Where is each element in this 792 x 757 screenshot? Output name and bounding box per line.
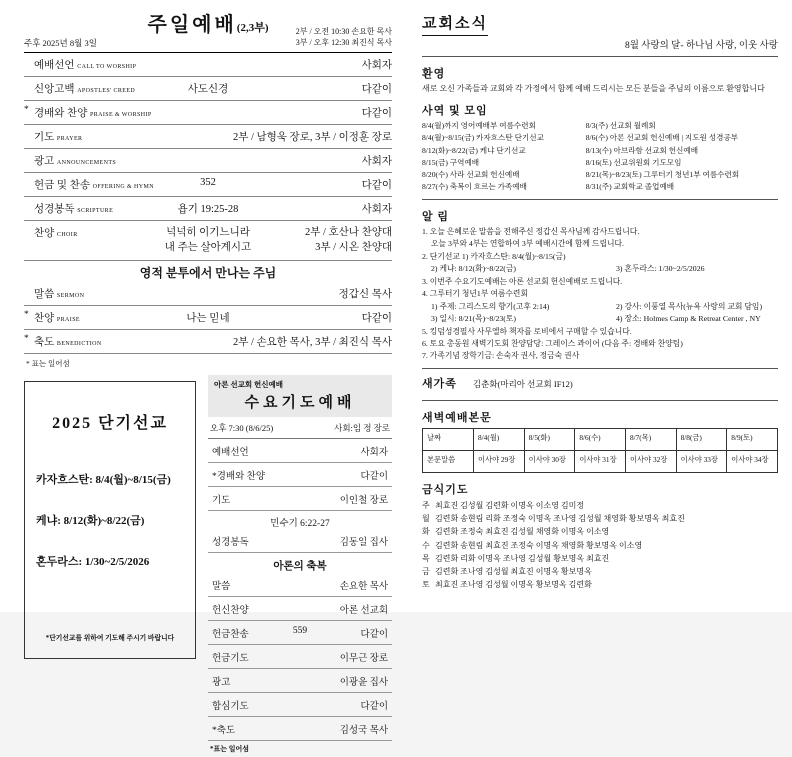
worship-order-table	[24, 52, 392, 355]
row-label: 광고 ANNOUNCEMENTS	[34, 155, 117, 167]
dawn-date: 8/9(토)	[727, 428, 778, 450]
ministry-item: 8/27(수) 축복이 흐르는 가족예배	[422, 182, 527, 192]
worship-row-announcements	[24, 149, 392, 173]
dawn-date: 8/4(월)	[474, 428, 525, 450]
fasting-line: 월 김련화 송현림 리화 조정숙 이명옥 조나영 김성월 채영화 황보명옥 최효진	[422, 514, 685, 524]
fasting-line: 목 김련화 리화 이명옥 조나영 김성월 황보명옥 최효진	[422, 553, 610, 563]
mission-prayer-note: *단기선교를 위하여 기도해 주시기 바랍니다	[45, 635, 175, 643]
row-label: 경배와 찬양 PRAISE & WORSHIP	[34, 107, 152, 119]
left-bottom-boxes	[24, 381, 392, 757]
ministry-item: 8/31(주) 교회학교 졸업예배	[585, 182, 675, 192]
notice-line: 오늘 3부와 4부는 연합하여 3부 예배시간에 함께 드립니다.	[431, 239, 624, 249]
ministry-list-right	[586, 120, 778, 194]
row-label: 기도 PRAYER	[34, 131, 83, 143]
notice-line: 6. 토요 총동원 새벽기도회 찬양담당: 그레이스 콰이어 (다음 주: 경배와 찬양팀)	[422, 339, 683, 348]
dawn-passage: 이사야 32장	[625, 450, 676, 472]
ministry-item: 8/4(월)까지 영어예배부 여름수련회	[422, 121, 536, 130]
worship-row-choir	[24, 221, 392, 262]
row-leader: 사회자	[361, 155, 392, 167]
row-label: 신앙고백 APOSTLES' CREED	[34, 83, 136, 95]
row-leader: 사회자	[361, 59, 392, 71]
wed-row-scripture: 성경봉독 김동일 집사	[208, 529, 392, 553]
notice-line: 4. 그루터기 청년1부 여름수련회	[422, 289, 528, 299]
choir-songs: 넉넉히 이기느니라 내 주는 살아계시고	[164, 226, 252, 254]
ministry-item: 8/20(수) 사라 선교회 헌신예배	[422, 170, 520, 180]
notice-line: 2) 케냐: 8/12(화)~8/22(금) 3) 혼두라스: 1/30~2/5/2026	[431, 264, 705, 274]
notice-line: 1) 주제: 그리스도의 향기(고후 2:14) 2) 강사: 이풍열 목사(뉴욕 사랑의 교회 담임)	[431, 301, 763, 311]
notice-line: 3. 이번주 수요기도예배는 아론 선교회 헌신예배로 드립니다.	[422, 276, 623, 286]
fasting-line: 금 김련화 조나영 김성월 최효진 이명옥 황보명옥	[422, 566, 592, 576]
fasting-line: 화 김련화 조정숙 최효진 김성월 채영화 이명옥 이소영	[422, 527, 610, 537]
mission-box-title: 2025 단기선교	[52, 415, 168, 433]
row-label: 축도 BENEDICTION	[34, 337, 102, 349]
mission-item-kenya: 케냐: 8/12(화)~8/22(금)	[36, 515, 145, 528]
ministry-item: 8/21(목)~8/23(토) 그루터기 청년1부 여름수련회	[585, 170, 740, 180]
wed-row-offering-hymn: 헌금찬송 559 다같이	[208, 621, 392, 645]
divider	[422, 56, 778, 57]
wednesday-header	[208, 375, 392, 417]
row-content: 사도신경	[187, 83, 229, 95]
wed-scripture-reference: 민수기 6:22-27	[270, 519, 330, 530]
row-leader: 다같이	[361, 107, 392, 119]
worship-row-praise-worship	[24, 101, 392, 125]
dawn-passage: 이사야 30장	[524, 450, 575, 472]
notice-line: 2. 단기선교 1) 카자흐스탄: 8/4(월)~8/15(금)	[422, 251, 566, 261]
fasting-prayer-heading: 금식기도	[422, 483, 469, 496]
worship-row-praise	[24, 306, 392, 330]
wed-row-call: 예배선언 사회자	[208, 439, 392, 463]
row-label: 찬양 CHOIR	[34, 227, 78, 239]
wednesday-mc: 사회:임 정 장로	[334, 423, 390, 434]
notice-line: 5. 킹덤성경필사 사무엘하 책자를 로비에서 구매할 수 있습니다.	[422, 326, 632, 336]
worship-row-sermon	[24, 282, 392, 306]
monthly-theme: 8월 사랑의 달- 하나님 사랑, 이웃 사랑	[624, 41, 778, 51]
sunday-worship-title-text: 주일예배	[147, 14, 237, 36]
wednesday-title: 수요기도예배	[244, 395, 356, 412]
mission-item-kazakhstan: 카자흐스탄: 8/4(월)~8/15(금)	[36, 474, 171, 487]
notice-list	[422, 226, 778, 363]
wed-row-united-prayer: 합심기도 다같이	[208, 693, 392, 717]
mission-item-honduras: 혼두라스: 1/30~2/5/2026	[36, 556, 150, 569]
wed-row-praise: *경배와 찬양 다같이	[208, 463, 392, 487]
welcome-body: 새로 오신 가족들과 교회와 각 가정에서 함께 예배 드리시는 모든 분들을 주님의 이름으로 환영합니다	[422, 84, 765, 93]
service-times	[296, 27, 392, 49]
dawn-service-heading: 새벽예배본문	[422, 411, 492, 424]
worship-row-prayer	[24, 125, 392, 149]
fasting-line: 주 최효진 김성월 김련화 이명옥 이소영 김미정	[422, 500, 585, 510]
ministry-list-left	[422, 120, 586, 194]
ministry-item: 8/6(수) 아론 선교회 헌신예배 | 지도원 성경공부	[585, 133, 739, 143]
dawn-passage: 이사야 29장	[474, 450, 525, 472]
row-leader: 다같이	[361, 83, 392, 95]
new-family-row	[422, 369, 778, 395]
welcome-heading: 환영	[422, 68, 446, 80]
fasting-prayer-list	[422, 499, 778, 591]
new-family-heading: 새가족	[422, 377, 457, 390]
standing-footnote: * 표는 일어섬	[26, 359, 70, 369]
worship-row-creed	[24, 77, 392, 101]
row-content: 욥기 19:25-28	[177, 203, 239, 215]
row-leader: 정갑신 목사	[338, 289, 392, 301]
ministry-item: 8/12(화)~8/22(금) 케냐 단기선교	[422, 145, 526, 155]
short-term-mission-box	[24, 381, 196, 659]
row-label: 말씀 SERMON	[34, 289, 85, 301]
worship-row-benediction	[24, 330, 392, 354]
row-leader: 사회자	[361, 203, 392, 215]
ministry-item: 8/3(주) 선교회 월례회	[585, 121, 656, 130]
wed-row-sermon: 말씀 손요한 목사	[208, 573, 392, 597]
wednesday-eyebrow: 아론 선교회 헌신예배	[214, 380, 283, 390]
notice-line: 7. 가족기념 장학기금: 손숙자 권사, 정금숙 권사	[422, 351, 580, 361]
row-label: 성경봉독 SCRIPTURE	[34, 203, 114, 215]
divider	[422, 199, 778, 200]
church-news-title: 교회소식	[422, 12, 488, 36]
wed-blessing-title: 아론의 축복	[273, 561, 327, 573]
wednesday-time-row	[208, 417, 392, 439]
wed-standing-footnote: *표는 일어섬	[210, 745, 250, 754]
wed-row-prayer: 기도 이인철 장로	[208, 487, 392, 511]
wed-row-offering-prayer: 헌금기도 이무근 장로	[208, 645, 392, 669]
notice-heading: 알 림	[422, 210, 450, 223]
standing-asterisk: *	[24, 104, 29, 115]
row-leader: 2부 / 남형욱 장로, 3부 / 이정훈 장로	[232, 131, 392, 143]
dawn-date: 8/5(화)	[524, 428, 575, 450]
ministry-heading: 사역 및 모임	[422, 105, 488, 117]
ministry-item: 8/15(금) 구역예배	[422, 157, 480, 167]
choir-names: 2부 / 호산나 찬양대 3부 / 시온 찬양대	[304, 226, 392, 254]
fasting-line: 토 최효진 조나영 김성월 이명옥 황보명옥 김련화	[422, 580, 592, 590]
wednesday-prayer-box	[208, 375, 392, 757]
dawn-table-header-row	[423, 428, 778, 450]
dawn-passage-label: 본문말씀	[423, 450, 474, 472]
new-family-name: 김춘화(마리아 선교회 IF12)	[472, 378, 573, 389]
row-content: 352	[200, 176, 216, 188]
wed-row-dedication-praise: 헌신찬양 아론 선교회	[208, 597, 392, 621]
dawn-table-passage-row	[423, 450, 778, 472]
notice-line: 1. 오늘 은혜로운 말씀을 전해주신 정갑신 목사님께 감사드립니다.	[422, 226, 640, 236]
ministry-list	[422, 120, 778, 194]
church-news-column	[402, 0, 792, 612]
service-time-2bu: 2부 / 오전 10:30 손요한 목사	[295, 27, 392, 36]
dawn-date: 8/6(수)	[575, 428, 626, 450]
row-leader: 다같이	[361, 179, 392, 191]
sunday-worship-title-suffix: (2,3부)	[236, 22, 269, 34]
standing-asterisk: *	[24, 334, 29, 345]
dawn-passage: 이사야 34장	[727, 450, 778, 472]
dawn-passage: 이사야 33장	[676, 450, 727, 472]
divider	[422, 400, 778, 401]
dawn-date-label: 날짜	[423, 428, 474, 450]
dawn-service-table	[422, 428, 778, 473]
service-time-3bu: 3부 / 오후 12:30 최진식 목사	[295, 37, 392, 47]
standing-asterisk: *	[24, 310, 29, 321]
row-label: 헌금 및 찬송 OFFERING & HYMN	[34, 179, 154, 191]
wed-row-announcements: 광고 이광윤 집사	[208, 669, 392, 693]
ministry-item: 8/4(월)~8/15(금) 카자흐스탄 단기선교	[422, 133, 544, 143]
dawn-date: 8/8(금)	[676, 428, 727, 450]
wed-row-benediction: *축도 김성국 목사	[208, 717, 392, 741]
row-label: 예배선언 CALL TO WORSHIP	[34, 59, 137, 71]
dawn-passage: 이사야 31장	[575, 450, 626, 472]
sermon-title: 영적 분투에서 만나는 주님	[139, 266, 277, 281]
row-label: 찬양 PRAISE	[34, 313, 80, 325]
bulletin-date: 주후 2025년 8월 3일	[24, 37, 97, 48]
wednesday-time: 오후 7:30 (8/6/25)	[210, 423, 274, 434]
worship-row-call	[24, 53, 392, 77]
ministry-item: 8/16(토) 선교위원회 기도모임	[585, 157, 682, 167]
dawn-date: 8/7(목)	[625, 428, 676, 450]
worship-row-offering	[24, 173, 392, 197]
row-leader: 2부 / 손요한 목사, 3부 / 최진식 목사	[232, 337, 392, 349]
fasting-line: 수 김련화 송현림 최효진 조정숙 이명옥 채영화 황보명옥 이소영	[422, 540, 643, 550]
worship-row-scripture	[24, 197, 392, 221]
ministry-item: 8/13(수) 아브라함 선교회 헌신예배	[585, 145, 699, 155]
row-leader: 다같이	[361, 313, 392, 325]
notice-line: 3) 일시: 8/21(목)~8/23(토) 4) 장소: Holmes Camp & Retreat Center , NY	[431, 314, 761, 324]
row-content: 나는 믿네	[186, 313, 230, 325]
